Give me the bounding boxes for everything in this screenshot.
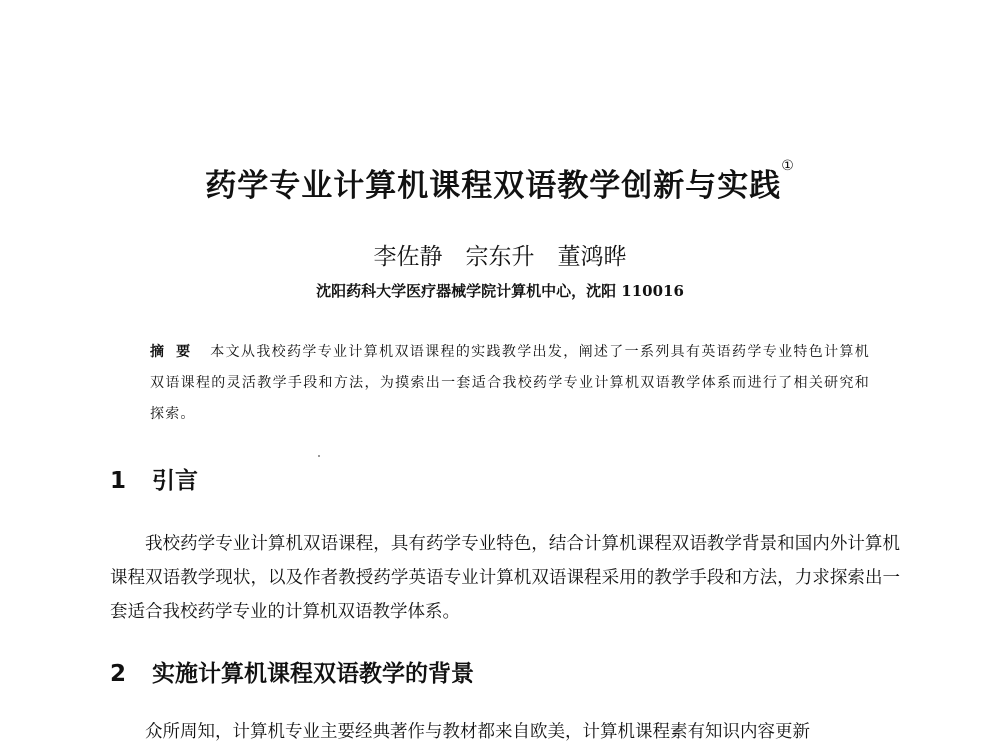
abstract-label: 摘要	[150, 344, 203, 360]
section-heading-background	[110, 655, 474, 688]
section-number: 2	[110, 661, 127, 687]
affiliation: 沈阳药科大学医疗器械学院计算机中心，沈阳 110016	[316, 282, 684, 300]
authors: 李佐静 宗东升 董鸿晔	[373, 244, 627, 270]
scan-speck	[318, 455, 320, 457]
section-title: 引言	[152, 468, 198, 494]
paper-title	[0, 160, 1000, 205]
section-title: 实施计算机课程双语教学的背景	[152, 661, 474, 687]
title-text: 药学专业计算机课程双语教学创新与实践	[205, 168, 782, 204]
abstract	[150, 337, 870, 430]
section-number: 1	[110, 468, 127, 494]
background-paragraph: 众所周知，计算机专业主要经典著作与教材都来自欧美，计算机课程素有知识内容更新	[145, 722, 810, 742]
introduction-paragraph: 我校药学专业计算机双语课程，具有药学专业特色，结合计算机课程双语教学背景和国内外计算机课程双语教学现状，以及作者教授药学英语专业计算机双语课程采用的教学手段和方法，力求探索出一套适合我校药学专业的计算机双语教学体系。	[110, 534, 900, 622]
abstract-text: 本文从我校药学专业计算机双语课程的实践教学出发，阐述了一系列具有英语药学专业特色计算机双语课程的灵活教学手段和方法，为摸索出一套适合我校药学专业计算机双语教学体系而进行了相关研究和探索。	[150, 344, 870, 422]
section-heading-introduction	[110, 462, 198, 495]
title-footnote-mark: ①	[781, 158, 795, 174]
